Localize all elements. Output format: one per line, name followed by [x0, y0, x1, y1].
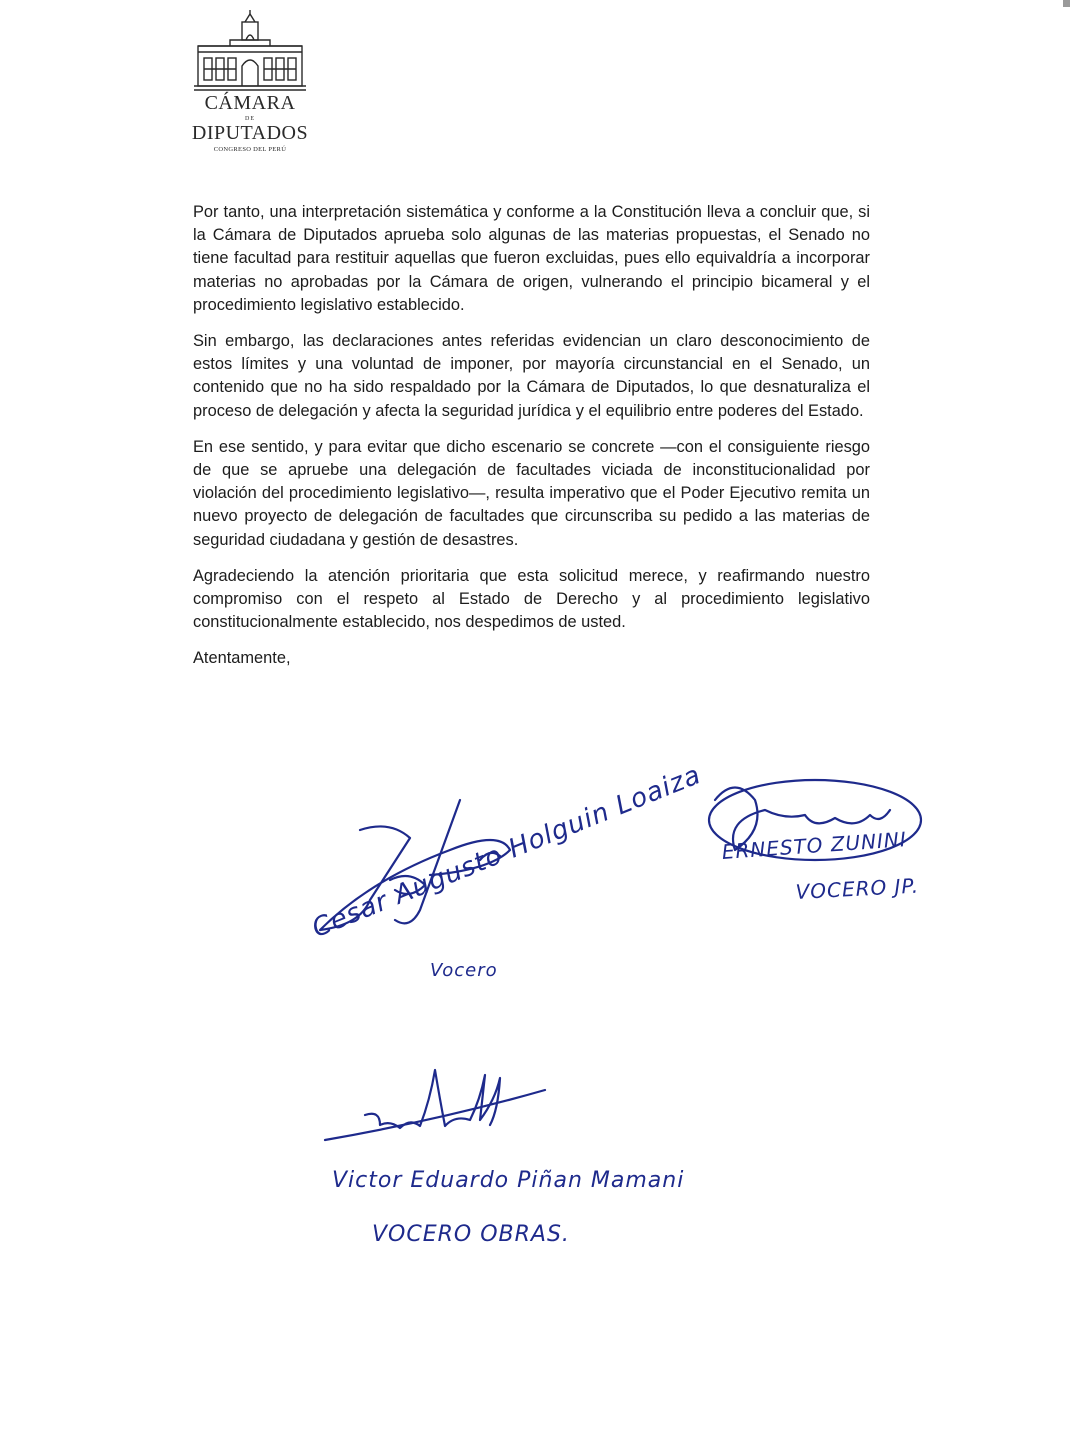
signatory-3-name: Victor Eduardo Piñan Mamani — [332, 1168, 685, 1193]
paragraph-1: Por tanto, una interpretación sistemática y conforme a la Constitución lleva a concluir que, si la Cámara de Diputados aprueba solo algunas de las materias propuestas, el Senado no tiene facultad para restituir aquellas que fueron excluidas, pues ello equivaldría a incorporar materias no aprobadas por la Cámara de origen, vulnerando el principio bicameral y el procedimiento legislativo establecido. — [193, 203, 870, 314]
institution-name-line1: CÁMARA — [204, 92, 296, 114]
signature-block-2 — [695, 770, 955, 930]
institution-subtitle: CONGRESO DEL PERÚ — [213, 146, 287, 153]
handwritten-signature-3 — [320, 1060, 640, 1160]
signature-block-3 — [320, 1060, 685, 1260]
signatory-2-name: ERNESTO ZUNINI — [721, 827, 908, 864]
signatory-1-role: Vocero — [430, 960, 498, 981]
institution-logo — [190, 8, 310, 158]
signature-block-1 — [300, 759, 706, 1010]
signatory-2-role: VOCERO JP. — [795, 873, 920, 904]
letter-body — [193, 201, 870, 684]
signatory-1-name: Cesar Augusto Holguin Loaiza — [308, 759, 706, 944]
institution-name-line2: DIPUTADOS — [191, 122, 309, 144]
paragraph-3: En ese sentido, y para evitar que dicho escenario se concrete —con el consiguiente riesgo de que se apruebe una delegación de facultades viciada de inconstitucionalidad por violación del procedimiento legislativo—, resulta imperativo que el Poder Ejecutivo remita un nuevo proyecto de delegación de facultades que circunscriba su pedido a las materias de seguridad ciudadana y gestión de desastres. — [193, 437, 870, 549]
signatory-3-role: VOCERO OBRAS. — [372, 1222, 570, 1247]
building-emblem-icon — [190, 8, 310, 92]
paragraph-2: Sin embargo, las declaraciones antes referidas evidencian un claro desconocimiento de estos límites y una voluntad de imponer, por mayoría circunstancial en el Senado, un contenido que no ha sido respaldado por la Cámara de Diputados, lo que desnaturaliza el proceso de delegación y afecta la seguridad jurídica y el equilibrio entre poderes del Estado. — [193, 332, 870, 420]
institution-name-connector: DE — [245, 116, 255, 122]
handwritten-signature-2 — [695, 770, 955, 880]
closing-salutation: Atentamente, — [193, 649, 291, 668]
scan-corner-mark — [1063, 0, 1070, 7]
paragraph-4: Agradeciendo la atención prioritaria que esta solicitud merece, y reafirmando nuestro compromiso con el respeto al Estado de Derecho y al procedimiento legislativo constitucionalmente establecido, nos despedimos de usted. — [193, 566, 870, 632]
